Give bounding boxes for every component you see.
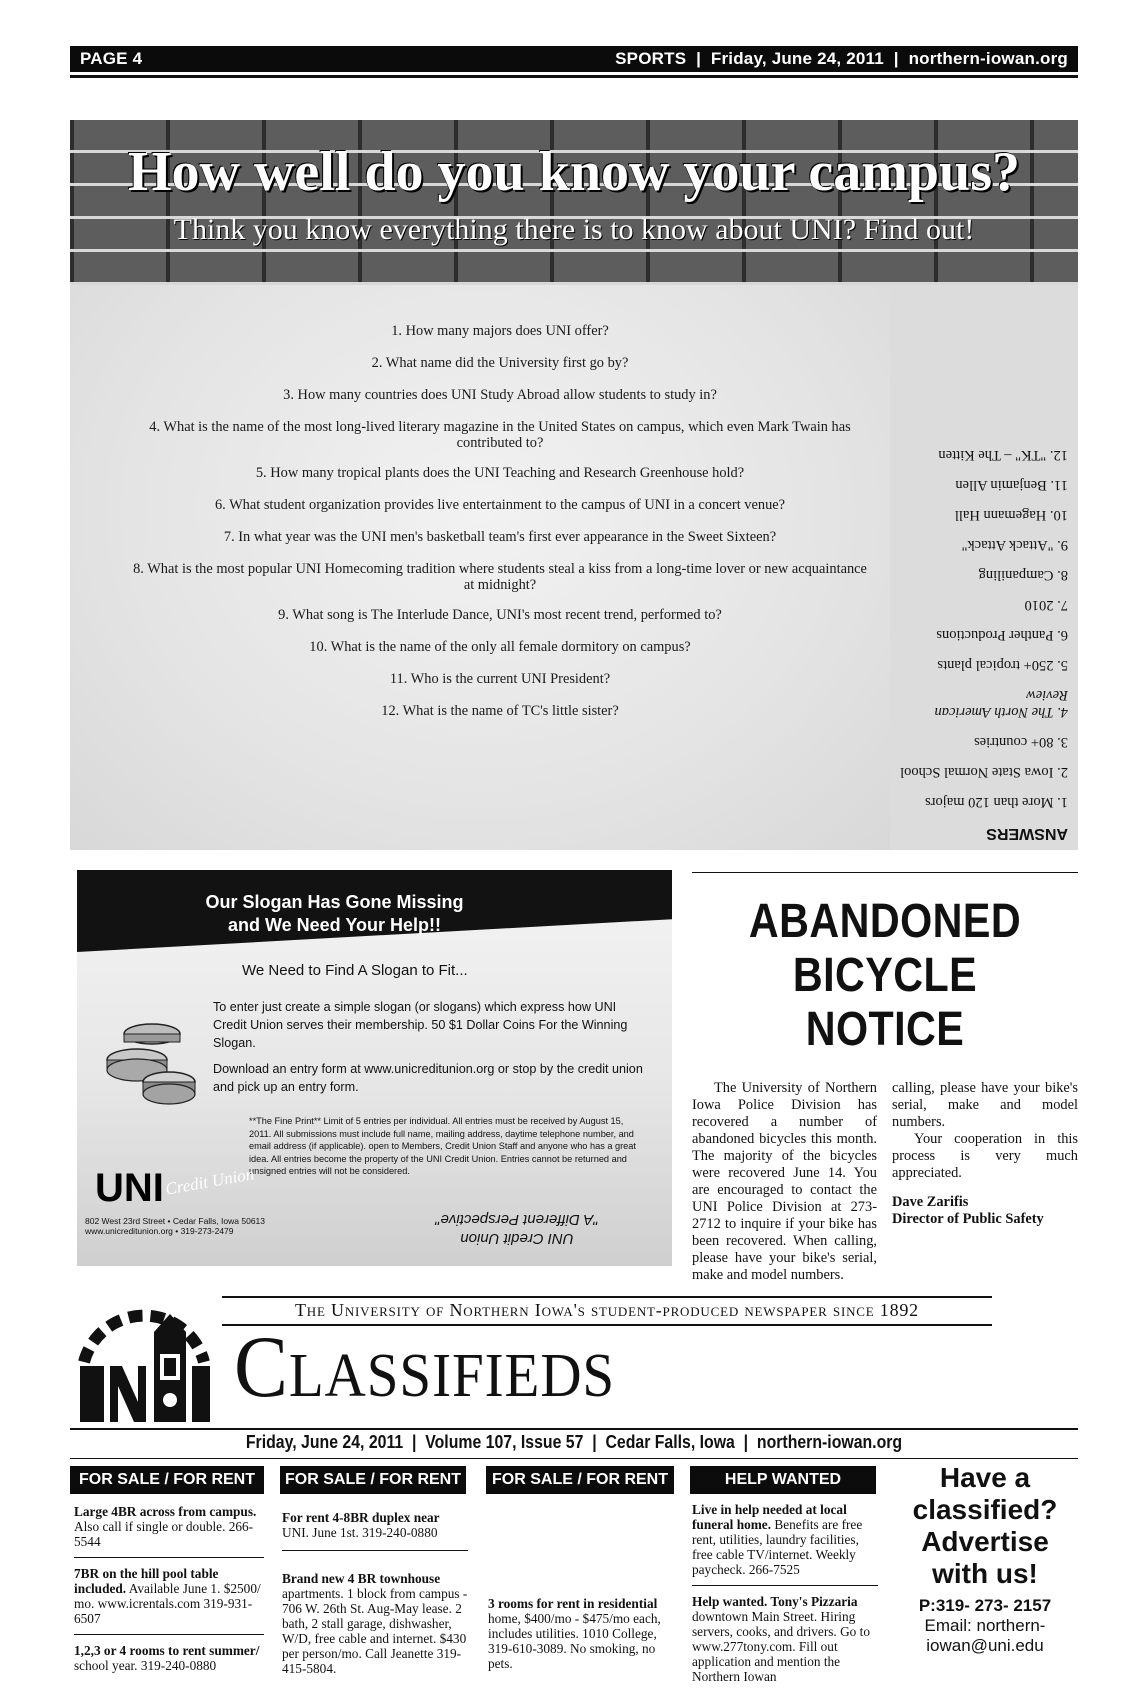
notice-column-2 [892, 1080, 1078, 1228]
classified-ad [74, 1504, 264, 1549]
quiz-question: 7. In what year was the UNI men's basketball team's first ever appearance in the Sweet Sixteen? [223, 529, 777, 545]
classified-ad [692, 1594, 878, 1684]
classified-ad-lead: 1,2,3 or 4 rooms to rent summer/ [74, 1643, 260, 1658]
classified-ad-lead: Help wanted. Tony's Pizzaria [692, 1594, 858, 1609]
classified-ad-body: UNI. June 1st. 319-240-0880 [282, 1525, 438, 1540]
credit-union-ad [77, 870, 672, 1266]
masthead-issue-info: Friday, June 24, 2011 | Volume 107, Issue 57 | Cedar Falls, Iowa | northern-iowan.org [245, 1432, 903, 1452]
quiz-panel [70, 285, 890, 850]
banner-subtitle: Think you know everything there is to know about UNI? Find out! [173, 213, 975, 246]
logo-uni-text: UNI [95, 1166, 164, 1210]
ad-paragraph-1: To enter just create a simple slogan (or slogans) which express how UNI Credit Union serves their membership. 50 $1 Dollar Coins For the Winning Slogan. [213, 1000, 628, 1050]
page-header-bar [70, 46, 1078, 72]
classified-column-4 [692, 1502, 878, 1684]
old-slogan-line-2: "A Different Perspective" [435, 1211, 599, 1228]
classified-ad-lead: Brand new 4 BR townhouse [282, 1571, 441, 1586]
answer-item: 11. Benjamin Allen [955, 477, 1068, 493]
classified-divider [74, 1634, 264, 1635]
ad-web-phone: www.unicreditunion.org • 319-273-2479 [85, 1226, 234, 1236]
classified-ad-body: home, $400/mo - $475/mo each, includes utilities. 1010 College, 319-610-3089. No smoking, no pets. [488, 1611, 661, 1671]
notice-title [719, 895, 1051, 1057]
classified-divider [692, 1585, 878, 1586]
ad-fine-print: **The Fine Print** Limit of 5 entries per individual. All entries must be received by August 15, 2011. All submissions must include full name, mailing address, daytime telephone number, and email address (if applicable). open to Members, Credit Union Staff and anyone who has a great idea. All entries become the property of the UNI Credit Union. Entries cannot be returned and unsigned entries will not be considered. [249, 1116, 636, 1176]
advertise-line-4: with us! [932, 1558, 1038, 1589]
classified-header-for-sale-3: FOR SALE / FOR RENT [486, 1466, 674, 1494]
ad-headline-2: and We Need Your Help!! [227, 915, 442, 935]
brick-banner [70, 120, 1078, 285]
advertise-line-3: Advertise [921, 1526, 1049, 1557]
classified-ad-lead: 7BR on the hill pool table included. [74, 1566, 219, 1596]
answer-item: 3. 80+ countries [974, 734, 1068, 750]
notice-top-rule [692, 872, 1078, 873]
classified-ad [74, 1643, 264, 1673]
notice-title-line-3: NOTICE [805, 1003, 965, 1056]
ad-address [85, 1216, 305, 1236]
classified-ad-body: apartments. 1 block from campus - 706 W. 26th St. Aug-May lease. 2 bath, 2 stall garage, dishwasher, W/D, free cable and internet. $430 per person/mo. Call Jeanette 319-415-5804. [282, 1586, 468, 1676]
answer-item: 1. More than 120 majors [925, 794, 1068, 810]
classified-ad-body: Also call if single or double. 266-5544 [74, 1519, 254, 1549]
masthead-rule-bottom [70, 1428, 1078, 1430]
classified-ad-body: downtown Main Street. Hiring servers, cooks, and drivers. Go to www.277tony.com. Fill out application and mention the Northern Iowan [692, 1609, 870, 1684]
advertise-line-1: Have a [939, 1462, 1031, 1493]
answer-item: 5. 250+ tropical plants [937, 657, 1068, 673]
answer-item: 4. The North American Review [934, 687, 1068, 720]
classified-ad-lead: Large 4BR across from campus. [74, 1504, 257, 1519]
classified-ad-body: Available June 1. $2500/ mo. www.icrentals.com 319-931-6507 [74, 1581, 261, 1626]
quiz-question: 12. What is the name of TC's little sister? [381, 703, 619, 719]
notice-title-line-1: ABANDONED [748, 895, 1022, 948]
classified-ad [282, 1510, 468, 1540]
classifieds-title: Classifieds [234, 1319, 616, 1416]
advertise-email-address: iowan@uni.edu [926, 1636, 1044, 1655]
quiz-question: 3. How many countries does UNI Study Abroad allow students to study in? [283, 387, 717, 403]
notice-title-line-2: BICYCLE [792, 949, 978, 1002]
classified-header-help-wanted: HELP WANTED [690, 1466, 876, 1494]
coin-stack-icon [97, 1012, 207, 1112]
old-slogan-upside-down [382, 1210, 652, 1248]
answer-item: 12. "TK" – The Kitten [938, 447, 1068, 463]
header-rule [70, 75, 1078, 78]
section-date-site: SPORTS | Friday, June 24, 2011 | northern-iowan.org [615, 49, 1068, 68]
ad-headline-1: Our Slogan Has Gone Missing [205, 892, 464, 912]
answers-title: ANSWERS [986, 825, 1068, 842]
old-slogan-line-1: UNI Credit Union [460, 1230, 574, 1247]
advertise-phone: P:319- 273- 2157 [918, 1596, 1052, 1615]
ad-subhead: We Need to Find A Slogan to Fit... [242, 962, 468, 979]
answer-item: 8. Campaniling [978, 567, 1068, 583]
quiz-question: 8. What is the most popular UNI Homecoming tradition where students steal a kiss from a long-time lover or new acquaintance at midnight? [133, 561, 867, 593]
quiz-question: 5. How many tropical plants does the UNI Teaching and Research Greenhouse hold? [255, 465, 745, 481]
notice-paragraph-1-continued: calling, please have your bike's serial, make and model numbers. [892, 1080, 1078, 1130]
classified-ad-lead: For rent 4-8BR duplex near [282, 1510, 440, 1525]
classified-ad [282, 1571, 468, 1676]
advertise-line-2: classified? [912, 1494, 1058, 1525]
answer-item: 10. Hagemann Hall [954, 507, 1068, 523]
page-number: PAGE 4 [80, 49, 143, 68]
classified-ad [692, 1502, 878, 1577]
quiz-question: 11. Who is the current UNI President? [389, 671, 611, 687]
answer-item: 2. Iowa State Normal School [900, 764, 1068, 780]
classified-column-1 [74, 1504, 264, 1673]
classified-header-for-sale-1: FOR SALE / FOR RENT [70, 1466, 264, 1494]
answer-item: 9. "Attack Attack" [961, 537, 1068, 553]
classified-column-3 [488, 1596, 674, 1671]
classified-ad-body: school year. 319-240-0880 [74, 1658, 217, 1673]
classified-ad [74, 1566, 264, 1626]
notice-signer-title: Director of Public Safety [892, 1211, 1044, 1227]
quiz-question: 9. What song is The Interlude Dance, UNI's most recent trend, performed to? [278, 607, 722, 623]
answer-item: 7. 2010 [1024, 597, 1068, 613]
classified-ad-lead: Live in help needed at local funeral home. [692, 1502, 847, 1532]
ad-paragraph-2: Download an entry form at www.unicreditunion.org or stop by the credit union and pick up an entry form. [213, 1062, 643, 1094]
quiz-question: 1. How many majors does UNI offer? [391, 323, 609, 339]
quiz-question: 6. What student organization provides live entertainment to the campus of UNI in a concert venue? [214, 497, 786, 513]
masthead-tagline: The University of Northern Iowa's student-produced newspaper since 1892 [295, 1300, 919, 1320]
classified-header-for-sale-2: FOR SALE / FOR RENT [280, 1466, 466, 1494]
advertise-box [892, 1462, 1078, 1656]
quiz-question: 4. What is the name of the most long-lived literary magazine in the United States on campus, which even Mark Twain has contributed to? [149, 419, 851, 451]
masthead-rule-under-info [70, 1458, 1078, 1459]
notice-paragraph-1: The University of Northern Iowa Police Division has recovered a number of abandoned bicycles this month. The majority of the bicycles were recovered June 14. You are encouraged to contact the UNI Police Division at 273-2712 to inquire if your bike has been recovered. When calling, please have your bike's serial, make and model numbers. [692, 1080, 877, 1283]
classified-ad-lead: 3 rooms for rent in residential [488, 1596, 658, 1611]
notice-paragraph-2: Your cooperation in this process is very much appreciated. [892, 1131, 1078, 1181]
answer-item: 6. Panther Productions [936, 627, 1068, 643]
notice-column-1 [692, 1080, 877, 1283]
classified-ad-body: Benefits are free rent, utilities, laundry facilities, free cable TV/internet. Weekly paycheck. 266-7525 [692, 1517, 863, 1577]
uni-campanile-logo-icon [74, 1292, 214, 1426]
notice-signer: Dave Zarifis [892, 1194, 969, 1210]
advertise-email-label: Email: northern- [924, 1616, 1046, 1635]
banner-title: How well do you know your campus? [127, 141, 1020, 203]
classified-divider [74, 1557, 264, 1558]
masthead-rule-top [222, 1296, 992, 1298]
classified-divider [282, 1550, 468, 1551]
classified-ad [488, 1596, 674, 1671]
classified-column-2 [282, 1510, 468, 1676]
ad-address-line: 802 West 23rd Street • Cedar Falls, Iowa 50613 [85, 1216, 265, 1226]
logo-credit-union-text: Credit Union [163, 1164, 256, 1199]
quiz-question: 10. What is the name of the only all female dormitory on campus? [309, 639, 691, 655]
quiz-question: 2. What name did the University first go by? [371, 355, 629, 371]
answers-panel [890, 285, 1078, 850]
